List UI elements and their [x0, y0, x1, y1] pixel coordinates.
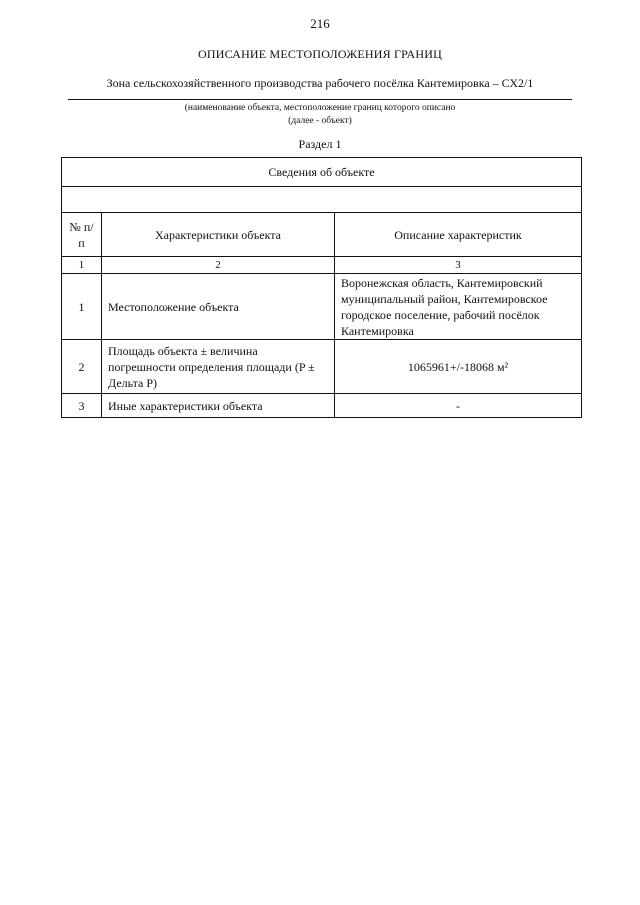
table-row — [62, 274, 582, 340]
table-row — [62, 394, 582, 418]
table-empty-row — [62, 187, 582, 213]
object-name: Зона сельскохозяйственного производства рабочего посёлка Кантемировка – СХ2/1 — [106, 76, 534, 90]
column-number: 1 — [62, 257, 102, 274]
row-number: 1 — [62, 274, 102, 340]
table-title-row — [62, 158, 582, 187]
row-description: 1065961+/-18068 м² — [335, 340, 582, 394]
column-number: 2 — [102, 257, 335, 274]
column-number: 3 — [335, 257, 582, 274]
row-number: 2 — [62, 340, 102, 394]
row-characteristic: Площадь объекта ± величина погрешности определения площади (P ± Дельта P) — [102, 340, 335, 394]
caption — [0, 102, 640, 128]
object-info-table — [61, 157, 582, 418]
table-header-row — [62, 213, 582, 257]
table-title: Сведения об объекте — [62, 158, 582, 187]
row-number: 3 — [62, 394, 102, 418]
document-title: ОПИСАНИЕ МЕСТОПОЛОЖЕНИЯ ГРАНИЦ — [198, 47, 442, 61]
section-title: Раздел 1 — [298, 137, 342, 151]
caption-line-1: (наименование объекта, местоположение границ которого описано — [184, 103, 456, 113]
header-number: № п/п — [62, 213, 102, 257]
header-description: Описание характеристик — [335, 213, 582, 257]
row-description: - — [335, 394, 582, 418]
header-characteristic: Характеристики объекта — [102, 213, 335, 257]
caption-line-2: (далее - объект) — [288, 116, 352, 126]
row-description: Воронежская область, Кантемировский муниципальный район, Кантемировское городское поселение, рабочий посёлок Кантемировка — [335, 274, 582, 340]
row-characteristic: Иные характеристики объекта — [102, 394, 335, 418]
underline-rule — [68, 99, 572, 100]
page-number: 216 — [310, 16, 330, 31]
column-number-row — [62, 257, 582, 274]
table-row — [62, 340, 582, 394]
row-characteristic: Местоположение объекта — [102, 274, 335, 340]
empty-cell — [62, 187, 582, 213]
